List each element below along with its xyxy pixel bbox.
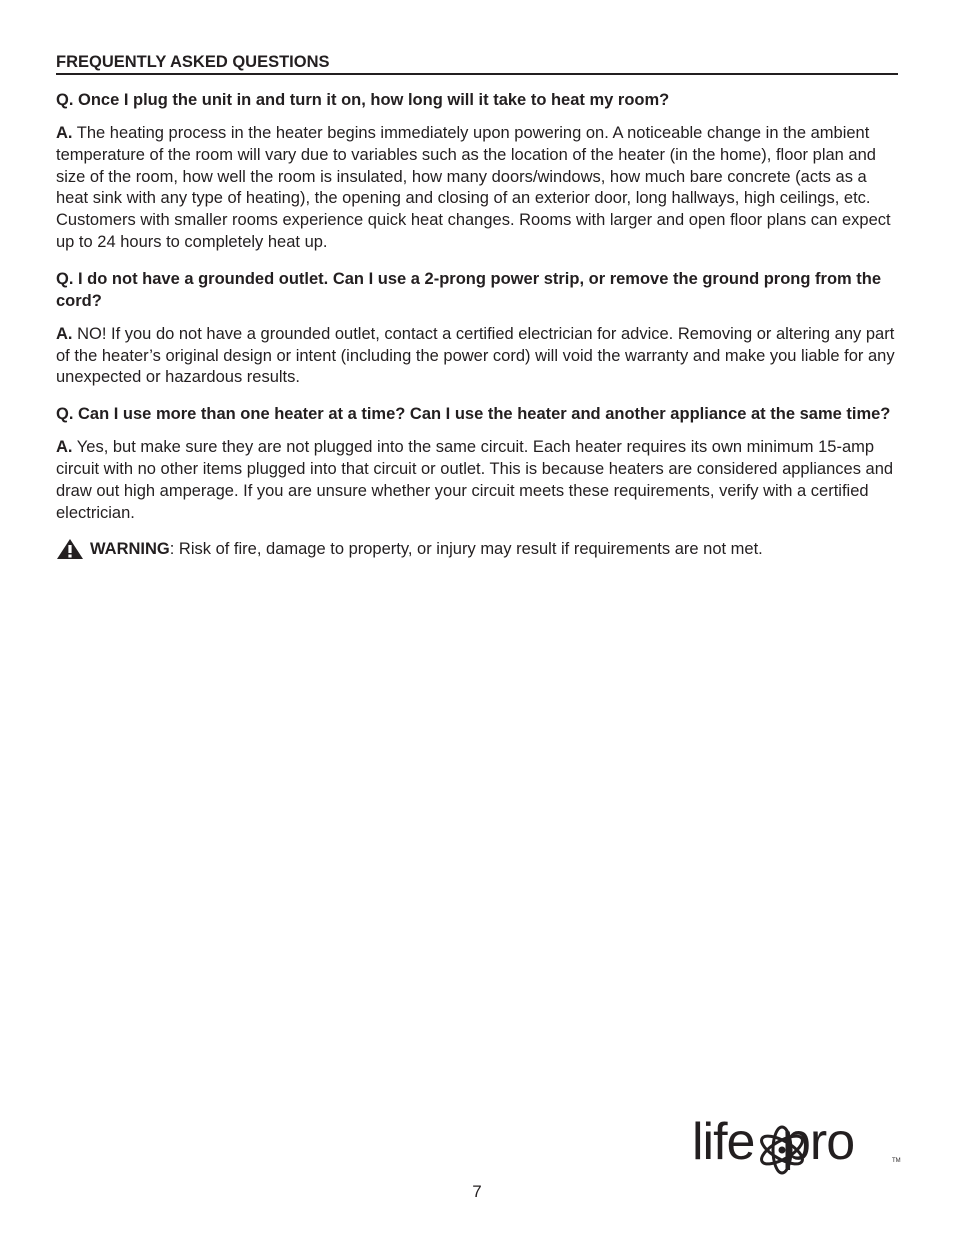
warning-message [90, 538, 763, 560]
section-title: FREQUENTLY ASKED QUESTIONS [56, 52, 898, 75]
answer-label: A. [56, 124, 73, 142]
warning-label: WARNING [90, 540, 170, 559]
faq-question-3: Q. Can I use more than one heater at a time? Can I use the heater and another appliance at the same time? [56, 405, 891, 424]
faq-answer-2 [56, 324, 898, 389]
warning-triangle-icon [56, 538, 84, 560]
answer-label: A. [56, 324, 73, 343]
faq-answer-3 [56, 437, 898, 524]
faq-question-1: Q. Once I plug the unit in and turn it on, how long will it take to heat my room? [56, 91, 670, 109]
logo-word-pro: pro [782, 1113, 855, 1171]
warning-text: : Risk of fire, damage to property, or injury may result if requirements are not met. [169, 540, 763, 559]
answer-text: The heating process in the heater begins immediately upon powering on. A noticeable change in the ambient temperature of the room will vary due to variables such as the location of the heater (in the home), floor plan and size of the room, how well the room is insulated, how many doors/windows, how much bare concrete (acts as a heat sink with any type of heating), the opening and closing of an exterior door, long hallways, high ceilings, etc. Customers with smaller rooms experience quick heat changes. Rooms with larger and open floor plans can expect up to 24 hours to completely heat up. [56, 124, 891, 251]
answer-text: Yes, but make sure they are not plugged into the same circuit. Each heater requires its own minimum 15-amp circuit with no other items plugged into that circuit or outlet. This is because heaters are considered appliances and draw out high amperage. If you are unsure whether your circuit meets these requirements, verify with a certified electrician. [56, 438, 894, 522]
logo-word-life: life [692, 1113, 755, 1171]
faq-page [56, 52, 898, 560]
lifepro-logo [692, 1113, 904, 1182]
page-number: 7 [472, 1182, 482, 1201]
faq-question-2: Q. I do not have a grounded outlet. Can I use a 2-prong power strip, or remove the ground prong from the cord? [56, 269, 882, 310]
warning-notice [56, 538, 898, 560]
answer-label: A. [56, 438, 73, 457]
faq-answer-1 [56, 123, 898, 254]
trademark-mark: TM [892, 1158, 901, 1164]
answer-text: NO! If you do not have a grounded outlet, contact a certified electrician for advice. Removing or altering any part of the heater’s original design or intent (including the power cord) will void the warranty and make you liable for any unexpected or hazardous results. [56, 324, 895, 387]
